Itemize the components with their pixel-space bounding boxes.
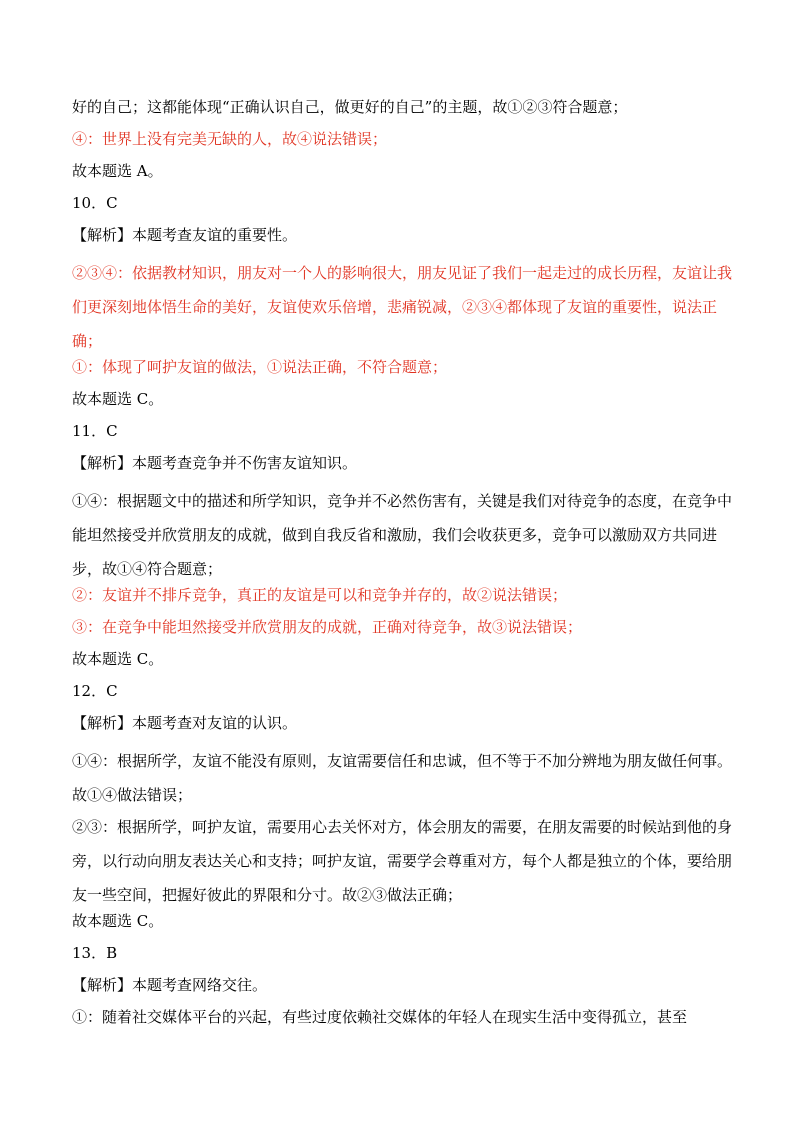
analysis-line: 【解析】本题考查友谊的重要性。 [72, 226, 298, 244]
text-line: ①：体现了呵护友谊的做法，①说法正确，不符合题意； [72, 358, 448, 376]
text-line: ②：友谊并不排斥竞争，真正的友谊是可以和竞争并存的，故②说法错误； [72, 586, 568, 604]
text-line: 好的自己；这都能体现“正确认识自己，做更好的自己”的主题，故①②③符合题意； [72, 98, 628, 116]
text-line: 故本题选 C。 [72, 390, 164, 408]
question-number: 12．C [72, 682, 118, 700]
text-line: ③：在竞争中能坦然接受并欣赏朋友的成就，正确对待竞争，故③说法错误； [72, 618, 583, 636]
text-paragraph: ②③④：依据教材知识，朋友对一个人的影响很大，朋友见证了我们一起走过的成长历程，友谊让我们更深刻地体悟生命的美好，友谊使欢乐倍增，悲痛锐减，②③④都体现了友谊的重要性，说法正确； [72, 264, 733, 350]
text-line: 故本题选 C。 [72, 650, 164, 668]
text-paragraph: ①④：根据题文中的描述和所学知识，竞争并不必然伤害有，关键是我们对待竞争的态度，在竞争中能坦然接受并欣赏朋友的成就，做到自我反省和激励，我们会收获更多，竞争可以激励双方共同进步，故①④符合题意； [72, 492, 733, 578]
text-line: 故本题选 A。 [72, 162, 163, 180]
question-number: 13．B [72, 944, 118, 962]
text-line: 故本题选 C。 [72, 912, 164, 930]
text-line: ④：世界上没有完美无缺的人，故④说法错误； [72, 130, 388, 148]
question-number: 10．C [72, 194, 118, 212]
text-paragraph: ①④：根据所学，友谊不能没有原则，友谊需要信任和忠诚，但不等于不加分辨地为朋友做任何事。故①④做法错误； [72, 752, 733, 804]
analysis-line: 【解析】本题考查竞争并不伤害友谊知识。 [72, 454, 358, 472]
answer-document [72, 96, 732, 1038]
analysis-line: 【解析】本题考查网络交往。 [72, 976, 268, 994]
analysis-line: 【解析】本题考查对友谊的认识。 [72, 714, 298, 732]
text-line: ①：随着社交媒体平台的兴起，有些过度依赖社交媒体的年轻人在现实生活中变得孤立，甚至 [72, 1008, 688, 1026]
text-paragraph: ②③：根据所学，呵护友谊，需要用心去关怀对方，体会朋友的需要，在朋友需要的时候站到他的身旁，以行动向朋友表达关心和支持；呵护友谊，需要学会尊重对方，每个人都是独立的个体，要给朋友一些空间，把握好彼此的界限和分寸。故②③做法正确； [72, 818, 733, 904]
question-number: 11．C [72, 422, 118, 440]
